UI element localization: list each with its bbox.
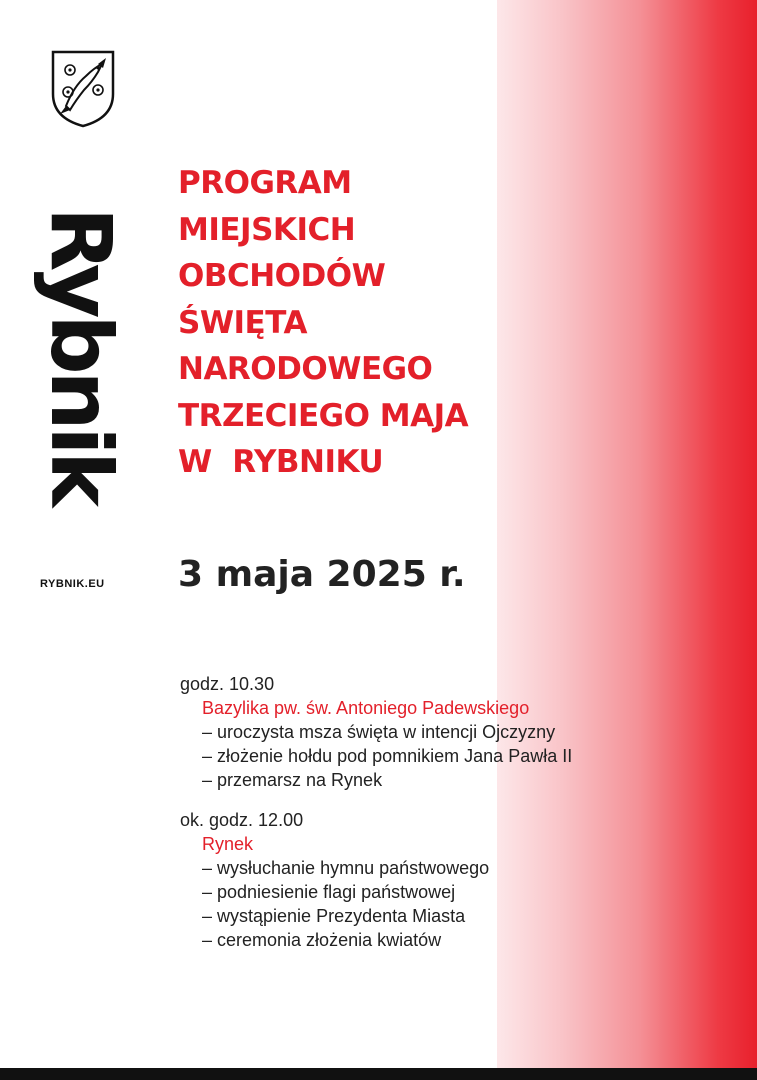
title-line: NARODOWEGO (178, 351, 433, 387)
title-line: W RYBNIKU (178, 444, 384, 480)
schedule-item: – podniesienie flagi państwowej (202, 882, 456, 902)
title-line: TRZECIEGO MAJA (178, 397, 469, 434)
schedule-block-morning (180, 672, 572, 792)
title-line: MIEJSKICH (178, 211, 356, 248)
site-url[interactable]: RYBNIK.EU (40, 578, 105, 590)
schedule-venue: Bazylika pw. św. Antoniego Padewskiego (202, 698, 530, 718)
title-line: OBCHODÓW (178, 258, 386, 294)
schedule-time: ok. godz. 12.00 (180, 810, 304, 830)
title-line: PROGRAM (178, 165, 352, 201)
vertical-wordmark (32, 160, 130, 550)
page-title (178, 160, 468, 486)
schedule-venue: Rynek (202, 834, 254, 854)
schedule-block-noon (180, 808, 572, 952)
schedule-item: – złożenie hołdu pod pomnikiem Jana Pawła II (202, 746, 573, 766)
schedule-item: – uroczysta msza święta w intencji Ojczyzny (202, 722, 556, 742)
coat-of-arms-icon (48, 48, 118, 128)
bottom-bar (0, 1068, 757, 1080)
title-line: ŚWIĘTA (178, 304, 307, 341)
schedule-item: – wysłuchanie hymnu państwowego (202, 858, 490, 878)
schedule-time: godz. 10.30 (180, 674, 275, 694)
wordmark-text: Rybnik (32, 206, 130, 504)
schedule-item: – wystąpienie Prezydenta Miasta (202, 906, 466, 926)
event-date: 3 maja 2025 r. (178, 554, 466, 595)
schedule (180, 672, 572, 968)
schedule-item: – przemarsz na Rynek (202, 770, 383, 790)
schedule-item: – ceremonia złożenia kwiatów (202, 930, 442, 950)
